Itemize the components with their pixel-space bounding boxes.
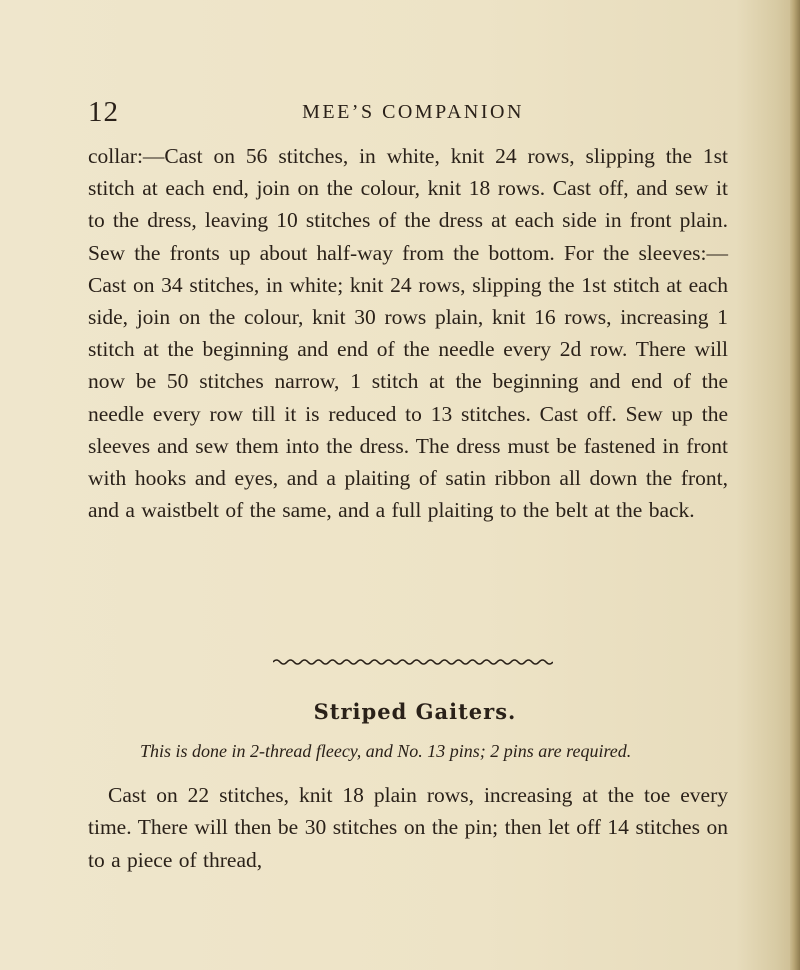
materials-note: This is done in 2-thread fleecy, and No. 13 pins; 2 pins are required. [140,741,632,761]
page-edge [790,0,800,970]
section-title: Striped Gaiters. [313,699,517,724]
running-head: MEE’S COMPANION [302,101,524,123]
page-number: 12 [88,96,119,128]
page-header [88,96,728,130]
continued-paragraph: collar:—Cast on 56 stitches, in white, knit 24 rows, slipping the 1st stitch at each end, join on the colour, knit 18 rows. Cast off, and sew it to the dress, leaving 10 stitches of the dress at each side in front plain. Sew the fronts up about half-way from the bottom. For the sleeves:—Cast on 34 stitches, in white; knit 24 rows, slipping the 1st stitch at each side, join on the colour, knit 30 rows plain, knit 16 rows, increasing 1 stitch at the beginning and end of the needle every 2d row. There will now be 50 stitches narrow, 1 stitch at the beginning and end of the needle every row till it is reduced to 13 stitches. Cast off. Sew up the sleeves and sew them into the dress. The dress must be fastened in front with hooks and eyes, and a plaiting of satin ribbon all down the front, and a waistbelt of the same, and a full plaiting to the belt at the back. [88,144,728,523]
wavy-divider-ornament [273,655,553,669]
section-paragraph: Cast on 22 stitches, knit 18 plain rows, increasing at the toe every time. There will then be 30 stitches on the pin; then let off 14 stitches on to a piece of thread, [88,783,728,872]
